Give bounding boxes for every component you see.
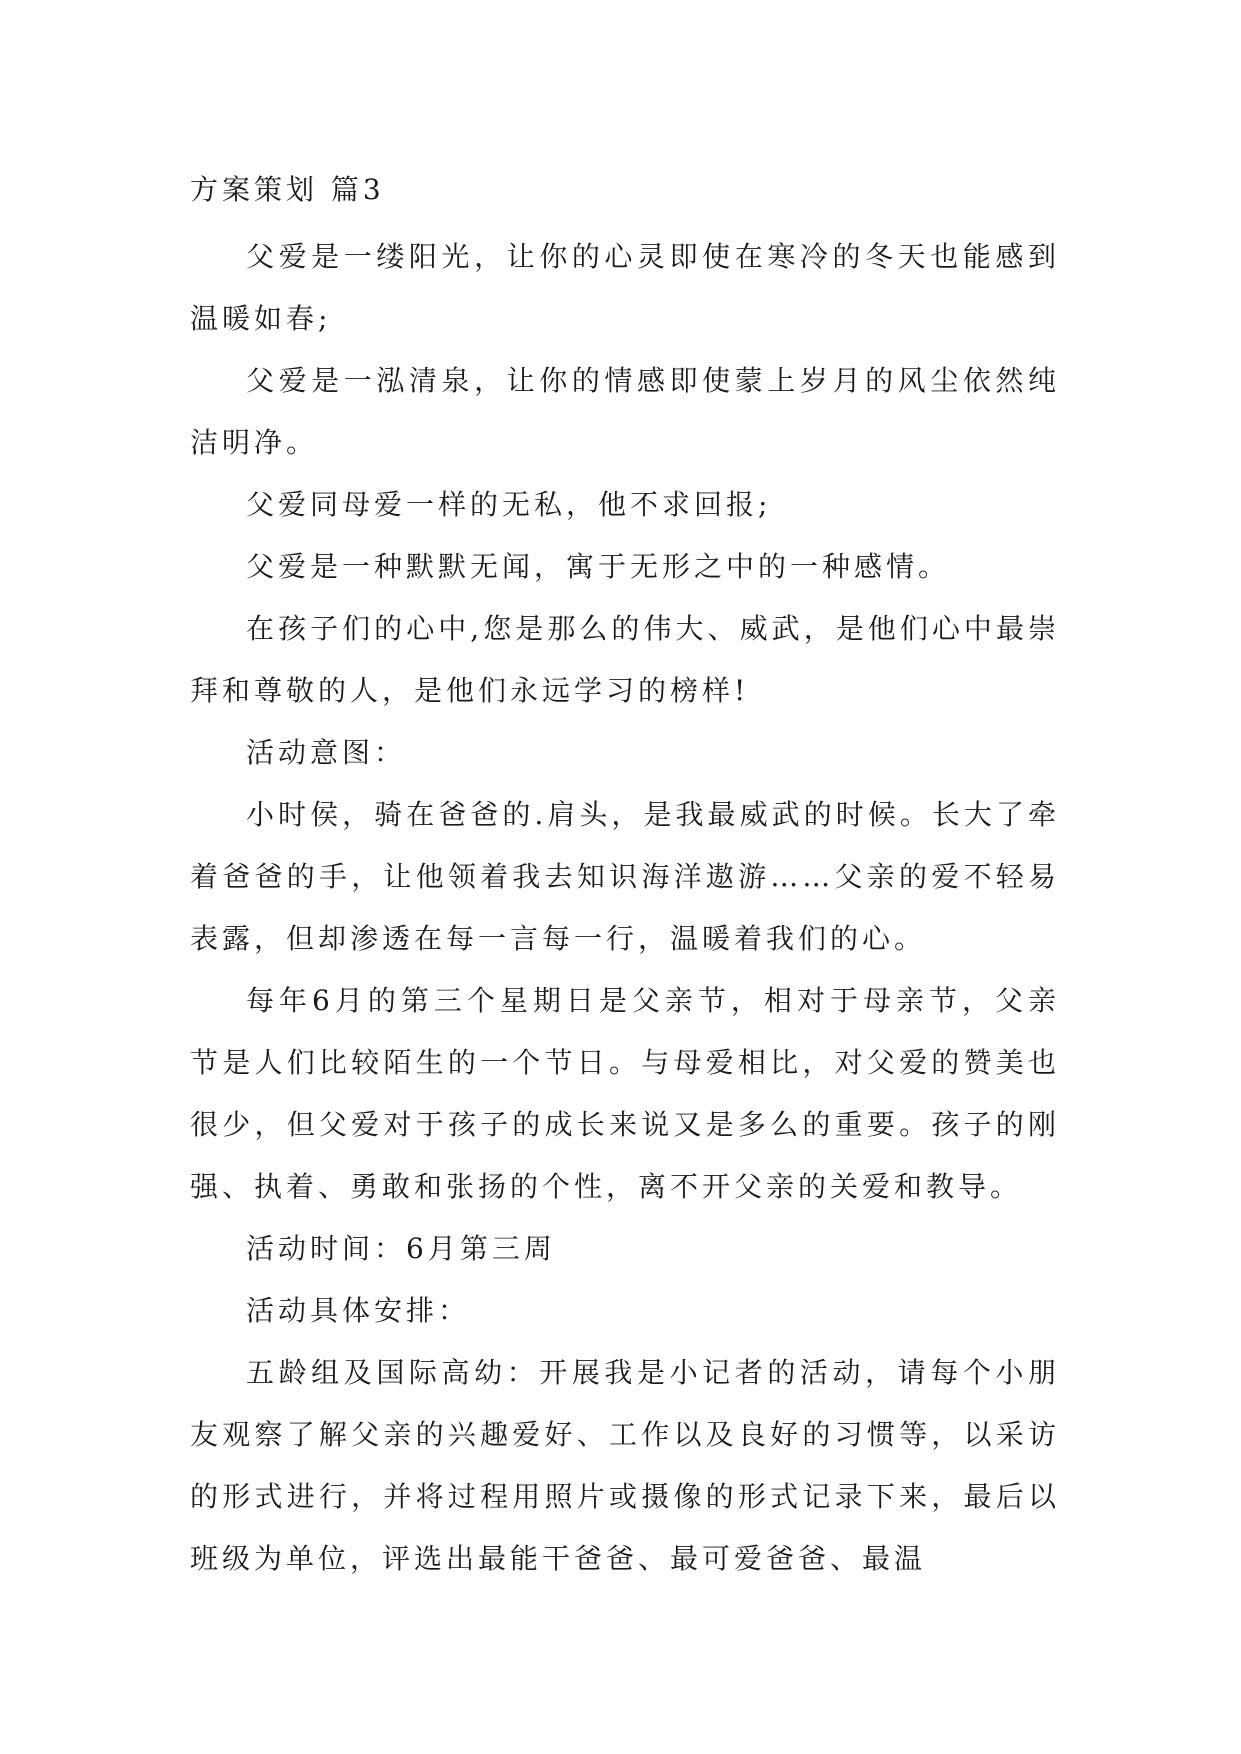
section-label-activity-intent: 活动意图： [246,736,407,769]
paragraph-4: 父爱是一种默默无闻，寓于无形之中的一种感情。 [246,550,951,583]
paragraph-3: 父爱同母爱一样的无私，他不求回报; [246,488,772,521]
activity-time: 活动时间：6月第三周 [246,1232,556,1265]
document-heading: 方案策划 篇3 [190,173,385,206]
paragraph-11: 五龄组及国际高幼：开展我是小记者的活动，请每个小朋友观察了解父亲的兴趣爱好、工作以及良好的习惯等，以采访的形式进行，并将过程用照片或摄像的形式记录下来，最后以班级为单位，评选出最能干爸爸、最可爱爸爸、最温 [190,1356,1060,1575]
paragraph-5: 在孩子们的心中,您是那么的伟大、威武，是他们心中最崇拜和尊敬的人，是他们永远学习的榜样! [190,612,1060,707]
section-label-arrangement: 活动具体安排： [246,1294,471,1327]
document-body [190,168,1060,1590]
paragraph-7: 小时侯，骑在爸爸的.肩头，是我最威武的时候。长大了牵着爸爸的手，让他领着我去知识海洋遨游……父亲的爱不轻易表露，但却渗透在每一言每一行，温暖着我们的心。 [190,798,1060,955]
paragraph-2: 父爱是一泓清泉，让你的情感即使蒙上岁月的风尘依然纯洁明净。 [190,364,1060,459]
paragraph-8: 每年6月的第三个星期日是父亲节，相对于母亲节，父亲节是人们比较陌生的一个节日。与母爱相比，对父爱的赞美也很少，但父爱对于孩子的成长来说又是多么的重要。孩子的刚强、执着、勇敢和张扬的个性，离不开父亲的关爱和教导。 [190,984,1060,1203]
paragraph-1: 父爱是一缕阳光，让你的心灵即使在寒冷的冬天也能感到温暖如春; [190,240,1060,335]
